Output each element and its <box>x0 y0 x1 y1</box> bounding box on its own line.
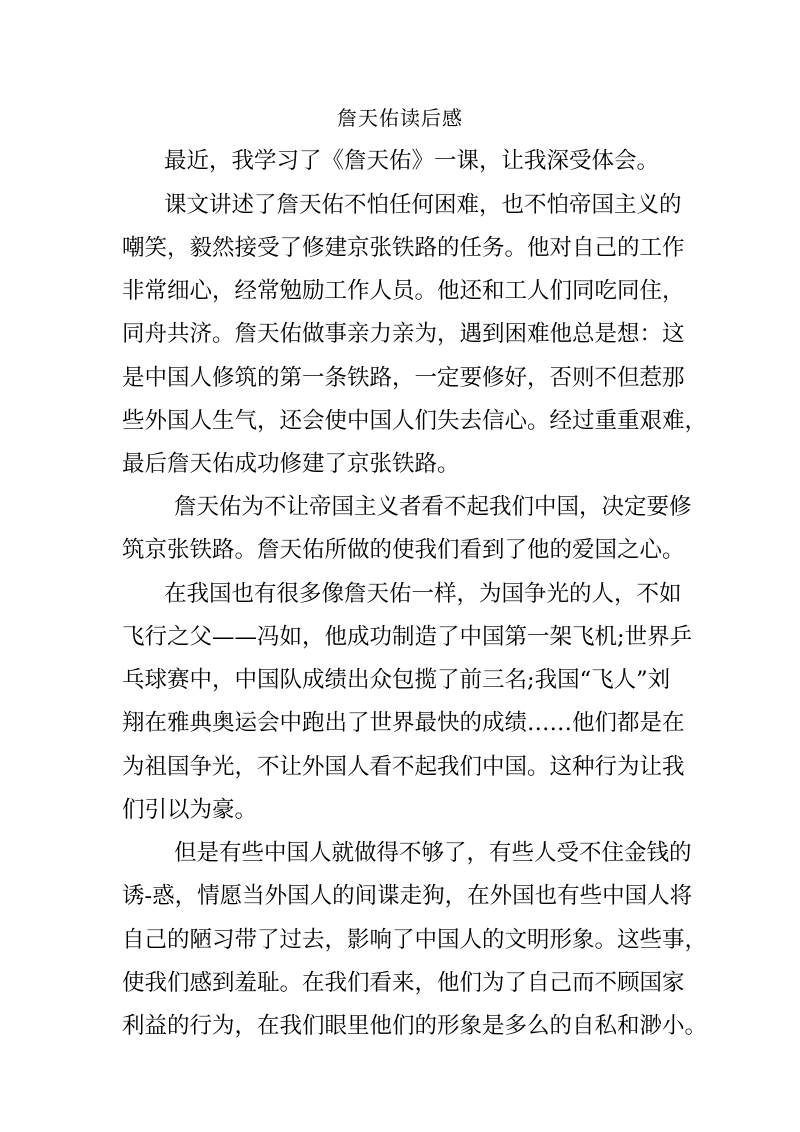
paragraph-line: 是中国人修筑的第一条铁路，一定要修好，否则不但惹那 <box>122 365 685 391</box>
paragraph-line: 些外国人生气，还会使中国人们失去信心。经过重重艰难， <box>122 408 708 434</box>
paragraph-line: 但是有些中国人就做得不够了，有些人受不住金钱的 <box>174 840 692 866</box>
paragraph-line: 同舟共济。詹天佑做事亲力亲为，遇到困难他总是想：这 <box>122 321 685 347</box>
paragraph-line: 乓球赛中，中国队成绩出众包揽了前三名;我国“飞人”刘 <box>122 667 671 693</box>
paragraph-line: 诱-惑，情愿当外国人的间谍走狗，在外国也有些中国人将 <box>122 883 693 909</box>
paragraph-line: 利益的行为，在我们眼里他们的形象是多么的自私和渺小。 <box>122 1013 708 1039</box>
paragraph-line: 筑京张铁路。詹天佑所做的使我们看到了他的爱国之心。 <box>122 537 685 563</box>
paragraph-line: 为祖国争光，不让外国人看不起我们中国。这种行为让我 <box>122 754 685 780</box>
paragraph-line: 非常细心，经常勉励工作人员。他还和工人们同吃同住， <box>122 278 685 304</box>
paragraph-line: 自己的陋习带了过去，影响了中国人的文明形象。这些事， <box>122 927 708 953</box>
paragraph-line: 在我国也有很多像詹天佑一样，为国争光的人，不如 <box>164 581 682 607</box>
paragraph-line: 嘲笑，毅然接受了修建京张铁路的任务。他对自己的工作 <box>122 235 685 261</box>
paragraph-line: 使我们感到羞耻。在我们看来，他们为了自己而不顾国家 <box>122 970 685 996</box>
paragraph-line: 飞行之父——冯如，他成功制造了中国第一架飞机;世界乒 <box>122 624 693 650</box>
paragraph-line: 最近，我学习了《詹天佑》一课，让我深受体会。 <box>164 148 660 174</box>
paragraph-line: 翔在雅典奥运会中跑出了世界最快的成绩……他们都是在 <box>122 710 685 736</box>
paragraph-line: 最后詹天佑成功修建了京张铁路。 <box>122 451 460 477</box>
paragraph-line: 们引以为豪。 <box>122 797 258 823</box>
paragraph-line: 课文讲述了詹天佑不怕任何困难，也不怕帝国主义的 <box>164 192 682 218</box>
paragraph-line: 詹天佑为不让帝国主义者看不起我们中国，决定要修 <box>174 494 692 520</box>
document-title: 詹天佑读后感 <box>337 106 463 130</box>
